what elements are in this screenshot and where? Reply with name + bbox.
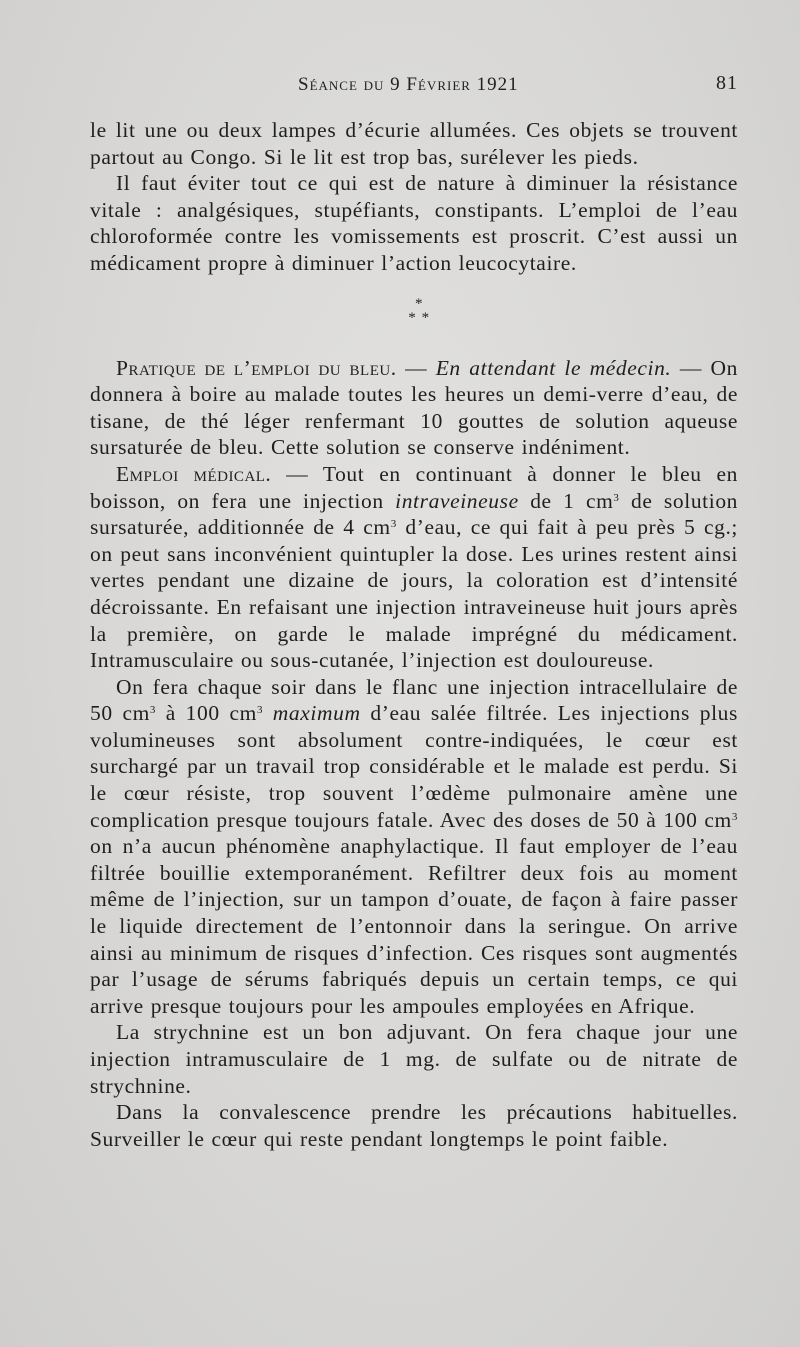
paragraph-pratique (90, 355, 738, 461)
text-run: On fera chaque soir dans le flanc une injection intracellulaire de 50 cm (90, 674, 738, 726)
italic-intraveineuse: intraveineuse (395, 488, 519, 513)
running-head: Séance du 9 Février 1921 (298, 74, 519, 95)
subheading-en-attendant: En attendant le médecin. (435, 355, 672, 380)
paragraph-injection (90, 674, 738, 1020)
superscript: 3 (256, 704, 264, 717)
paragraph-1: le lit une ou deux lampes d’écurie allumées. Ces objets se trouvent partout au Congo. Si le lit est trop bas, surélever les pieds. (90, 118, 738, 169)
text-run (263, 701, 273, 725)
italic-maximum: maximum (272, 701, 361, 726)
em-dash: — (396, 355, 436, 380)
section-heading-pratique: Pratique de l’emploi du bleu. (116, 355, 397, 380)
text-run: d’eau salée filtrée. Les injections plus volumineuses sont absolument contre-indiquées, le cœur est surchargé par un travail trop considérable et le malade est perdu. Si le cœur résiste, trop souvent l’œdème pulmonaire amène une complication presque toujours fatale. Avec des doses de 50 à 100 cm (90, 701, 738, 832)
text-run: à 100 cm (156, 701, 257, 726)
page-header (90, 72, 738, 102)
page-number: 81 (716, 72, 738, 94)
text-run: de 1 cm (518, 488, 614, 513)
paragraph-emploi-medical (90, 461, 738, 674)
text-run: — Tout en continuant à donner le bleu en boisson, on fera une injection (90, 461, 738, 513)
asterism-bottom: * * (408, 309, 430, 326)
section-heading-emploi-medical: Emploi médical. (116, 461, 272, 486)
paragraph-convalescence: Dans la convalescence prendre les précautions habituelles. Surveiller le cœur qui reste pendant longtemps le point faible. (90, 1100, 738, 1151)
superscript: 3 (731, 810, 738, 823)
text-run: de solution sursaturée, additionnée de 4 cm (90, 488, 739, 540)
paragraph-strychnine: La strychnine est un bon adjuvant. On fera chaque jour une injection intramusculaire de 1 mg. de sulfate ou de nitrate de strychnine. (90, 1020, 738, 1098)
text-run: d’eau, ce qui fait à peu près 5 cg.; on peut sans inconvénient quintupler la dose. Les urines restent ainsi vertes pendant une dizaine de jours, la coloration est d’intensité décroissante. En refaisant une injection intraveineuse huit jours après la première, on garde le malade imprégné du médicament. Intramusculaire ou sous-cutanée, l’injection est douloureuse. (90, 515, 738, 673)
asterism-top: * (414, 295, 424, 312)
superscript: 3 (613, 491, 620, 504)
section-asterism (90, 297, 738, 325)
paragraph-2: Il faut éviter tout ce qui est de nature à diminuer la résistance vitale : analgésiques, stupéfiants, constipants. L’emploi de l’eau chloroformée contre les vomissements est proscrit. C’est aussi un médicament propre à diminuer l’action leucocytaire. (90, 171, 738, 275)
page-body (90, 117, 738, 1152)
superscript: 3 (390, 518, 397, 531)
text-run: on n’a aucun phénomène anaphylactique. Il faut employer de l’eau filtrée bouillie extemporanément. Refiltrer deux fois au moment même de l’injection, sur un tampon d’ouate, de façon à faire passer le liquide directement de l’entonnoir dans la seringue. On arrive ainsi au minimum de risques d’infection. Ces risques sont augmentés par l’usage de sérums fabriqués depuis un certain temps, ce qui arrive presque toujours pour les ampoules employées en Afrique. (90, 834, 738, 1018)
paragraph-pratique-text: — On donnera à boire au malade toutes les heures un demi-verre d’eau, de tisane, de thé léger renfermant 10 gouttes de solution aqueuse sursaturée de bleu. Cette solution se conserve indéniment. (90, 355, 738, 460)
superscript: 3 (149, 704, 157, 717)
